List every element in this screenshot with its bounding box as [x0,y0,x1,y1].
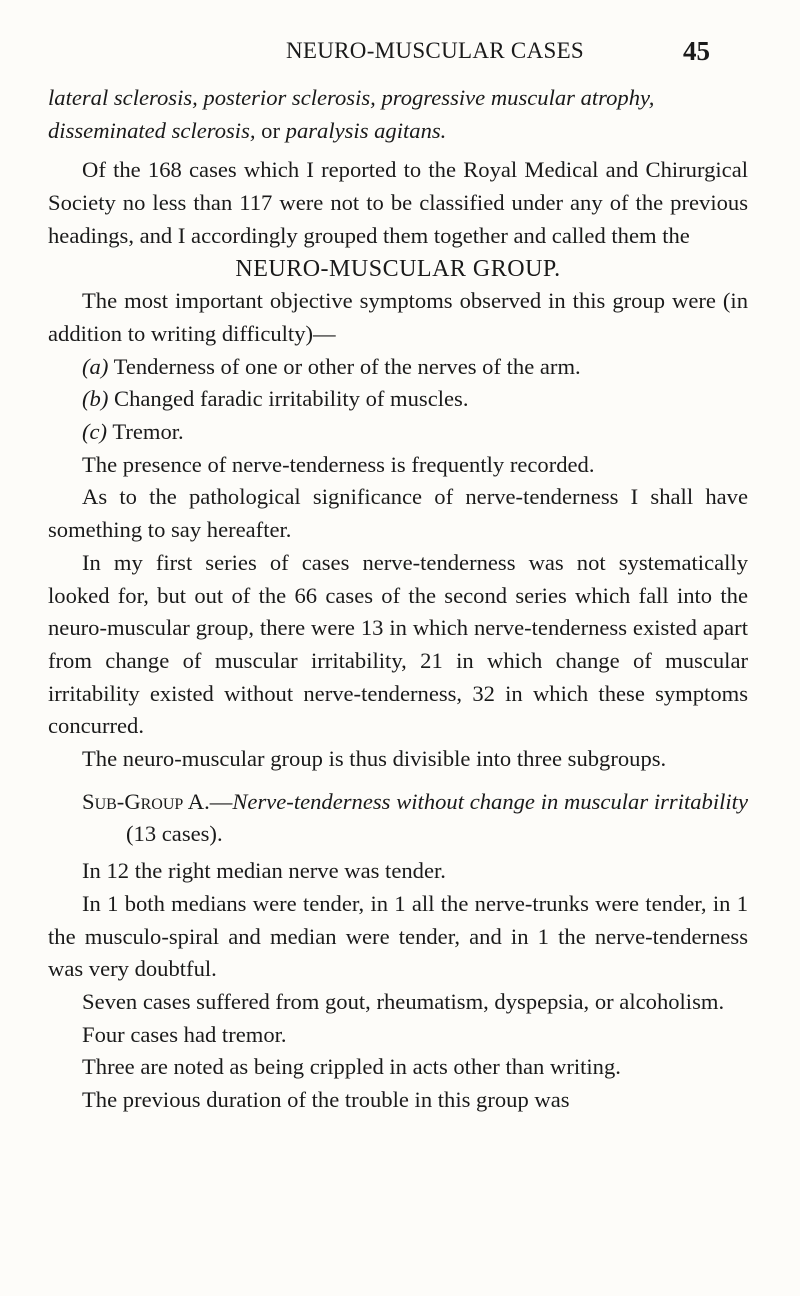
body-text [48,82,748,1117]
disease-list: lateral sclerosis, posterior sclerosis, progressive muscular atrophy, disseminated sclerosis, [48,85,655,143]
list-text-a: Tenderness of one or other of the nerves of the arm. [108,353,581,379]
paragraph-crippled: Three are noted as being crippled in acts other than writing. [82,1054,621,1080]
paragraph-cases: Of the 168 cases which I reported to the Royal Medical and Chirurgical Society no less than 117 were not to be classified under any of the previous headings, and I accordingly grouped them together and called them the [48,157,748,248]
paragraph-right-median: In 12 the right median nerve was tender. [82,858,446,884]
paragraph-duration: The previous duration of the trouble in this group was [82,1087,570,1113]
running-title: NEURO-MUSCULAR CASES [286,38,585,63]
paragraph-medians: In 1 both medians were tender, in 1 all the nerve-trunks were tender, in 1 the musculo-spiral and median were tender, and in 1 the nerve-tenderness was very doubtful. [48,890,748,982]
list-label-c: (c) [82,419,108,445]
list-item-b [48,383,748,416]
subgroup-heading [48,786,748,851]
paragraph-tremor: Four cases had tremor. [82,1021,287,1047]
paragraph-series: In my first series of cases nerve-tenderness was not systematically looked for, but out of the 66 cases of the second series which fall into the neuro-muscular group, there were 13 in which nerve-tenderness existed apart from change of muscular irritability, 21 in which change of muscular irritability existed without nerve-tenderness, 32 in which these symptoms concurred. [48,549,748,739]
paragraph-gout: Seven cases suffered from gout, rheumatism, dyspepsia, or alcoholism. [82,988,725,1014]
subgroup-count: (13 cases). [126,821,223,847]
paragraph-presence: The presence of nerve-tenderness is frequently recorded. [82,451,595,477]
section-heading: NEURO-MUSCULAR GROUP. [235,255,561,282]
paragraph-subgroups: The neuro-muscular group is thus divisible into three subgroups. [82,746,667,772]
list-item-c [48,416,748,449]
continuation-paragraph [48,82,748,147]
list-text-c: Tremor. [107,419,184,445]
page-number: 45 [683,36,710,66]
subgroup-label: Sub-Group [82,788,184,814]
connector-text: or [255,117,286,143]
subgroup-title: Nerve-tenderness without change in muscular irritability [232,788,748,814]
paragraph-significance: As to the pathological significance of nerve-tenderness I shall have something to say hereafter. [48,484,748,543]
list-text-b: Changed faradic irritability of muscles. [108,386,469,412]
list-item-a [48,351,748,384]
subgroup-letter: A.— [183,788,233,814]
list-label-a: (a) [82,353,109,379]
paragraph-symptoms: The most important objective symptoms observed in this group were (in addition to writing difficulty)— [48,288,748,346]
running-head [0,38,800,78]
disease-last: paralysis agitans. [285,117,447,143]
list-label-b: (b) [82,386,109,412]
